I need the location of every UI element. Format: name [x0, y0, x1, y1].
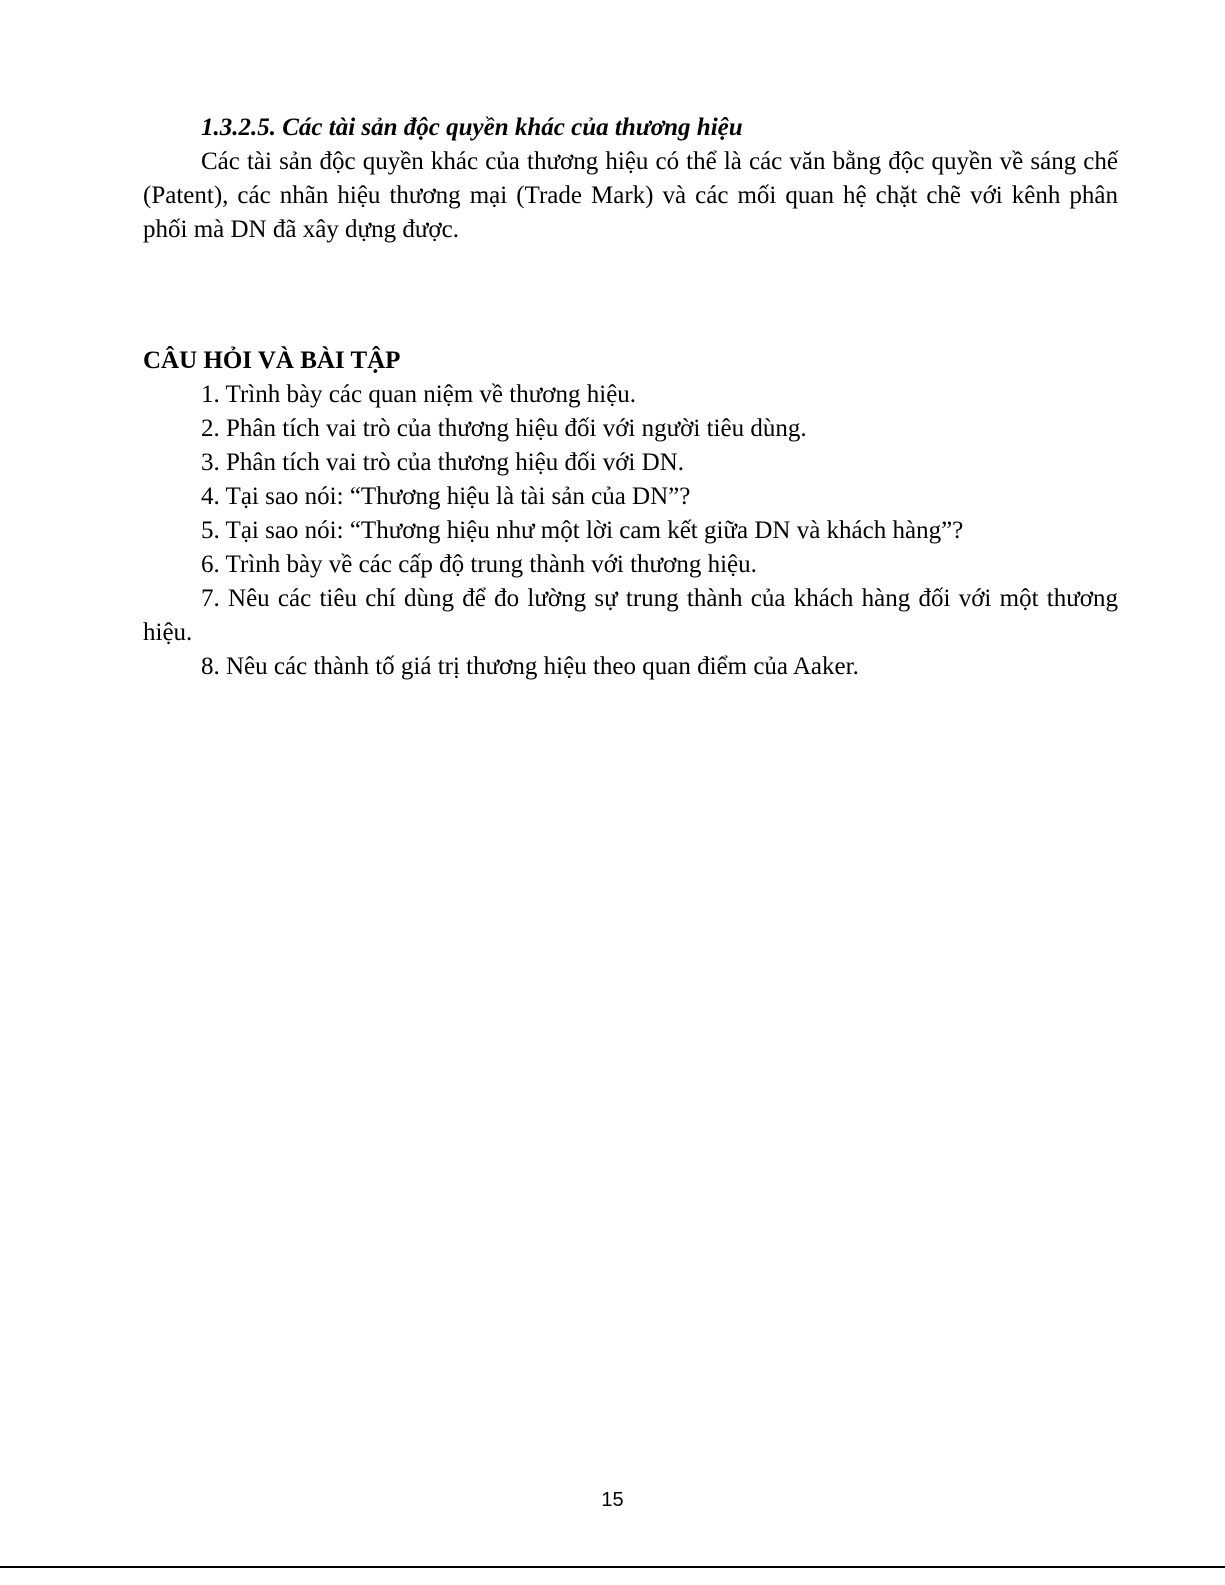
- exercise-item-4: 4. Tại sao nói: “Thương hiệu là tài sản của DN”?: [201, 483, 691, 510]
- bottom-divider: [0, 1566, 1225, 1568]
- exercise-item-1: 1. Trình bày các quan niệm về thương hiệu.: [201, 381, 637, 408]
- exercise-item-5: 5. Tại sao nói: “Thương hiệu như một lời cam kết giữa DN và khách hàng”?: [201, 517, 964, 544]
- exercise-list: [143, 378, 1118, 684]
- section-paragraph: Các tài sản độc quyền khác của thương hiệu có thể là các văn bằng độc quyền về sáng chế (Patent), các nhãn hiệu thương mại (Trade Mark) và các mối quan hệ chặt chẽ với kênh phân phối mà DN đã xây dựng được.: [143, 148, 1118, 243]
- page-number: 15: [601, 1489, 624, 1511]
- exercises-title: CÂU HỎI VÀ BÀI TẬP: [143, 347, 401, 374]
- section-heading: 1.3.2.5. Các tài sản độc quyền khác của thương hiệu: [201, 114, 743, 141]
- exercise-item-2: 2. Phân tích vai trò của thương hiệu đối với người tiêu dùng.: [201, 415, 807, 442]
- exercise-item-3: 3. Phân tích vai trò của thương hiệu đối với DN.: [201, 449, 684, 476]
- section-block: [143, 111, 1118, 247]
- exercise-item-6: 6. Trình bày về các cấp độ trung thành với thương hiệu.: [201, 551, 757, 578]
- exercise-item-8: 8. Nêu các thành tố giá trị thương hiệu theo quan điểm của Aaker.: [201, 653, 859, 680]
- exercise-item-7: 7. Nêu các tiêu chí dùng để đo lường sự trung thành của khách hàng đối với một thương hiệu.: [143, 585, 1118, 646]
